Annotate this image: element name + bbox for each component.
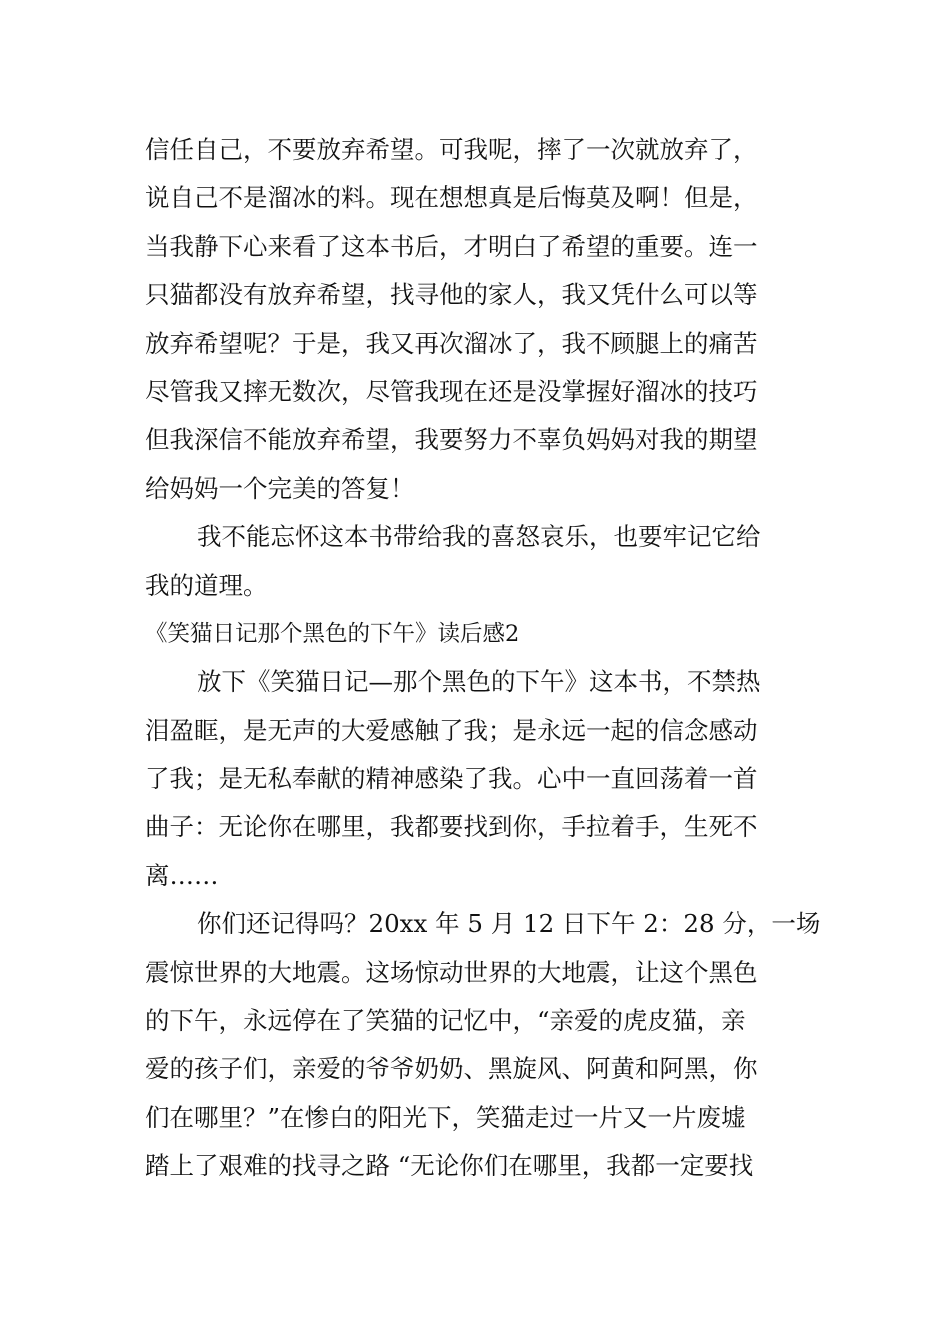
text-line: 们在哪里？”在惨白的阳光下，笑猫走过一片又一片废墟 bbox=[145, 1102, 746, 1132]
paragraph-first-line: 你们还记得吗？20xx 年 5 月 12 日下午 2：28 分，一场 bbox=[197, 909, 821, 939]
text-line: 离…… bbox=[145, 860, 219, 890]
section-title: 《笑猫日记那个黑色的下午》读后感2 bbox=[145, 620, 520, 647]
text-line: 泪盈眶，是无声的大爱感触了我；是永远一起的信念感动 bbox=[145, 715, 758, 745]
text-line: 只猫都没有放弃希望，找寻他的家人，我又凭什么可以等 bbox=[145, 280, 758, 310]
text-line: 放弃希望呢？于是，我又再次溜冰了，我不顾腿上的痛苦 bbox=[145, 328, 758, 358]
text-line: 尽管我又摔无数次，尽管我现在还是没掌握好溜冰的技巧 bbox=[145, 376, 758, 406]
text-line: 给妈妈一个完美的答复！ bbox=[145, 473, 415, 503]
text-line: 的下午，永远停在了笑猫的记忆中，“亲爱的虎皮猫，亲 bbox=[145, 1006, 746, 1036]
paragraph-first-line: 我不能忘怀这本书带给我的喜怒哀乐，也要牢记它给 bbox=[197, 522, 761, 552]
text-line: 说自己不是溜冰的料。现在想想真是后悔莫及啊！但是， bbox=[145, 183, 758, 213]
text-line: 当我静下心来看了这本书后，才明白了希望的重要。连一 bbox=[145, 231, 758, 261]
text-line: 信任自己，不要放弃希望。可我呢，摔了一次就放弃了， bbox=[145, 135, 758, 164]
text-line: 踏上了艰难的找寻之路 “无论你们在哪里，我都一定要找 bbox=[145, 1151, 754, 1181]
text-line: 了我；是无私奉献的精神感染了我。心中一直回荡着一首 bbox=[145, 764, 758, 794]
text-line: 但我深信不能放弃希望，我要努力不辜负妈妈对我的期望 bbox=[145, 425, 758, 455]
text-line: 震惊世界的大地震。这场惊动世界的大地震，让这个黑色 bbox=[145, 957, 758, 987]
text-line: 我的道理。 bbox=[145, 570, 268, 600]
document-body bbox=[145, 126, 821, 1191]
text-line: 曲子：无论你在哪里，我都要找到你，手拉着手，生死不 bbox=[145, 812, 758, 842]
paragraph-first-line: 放下《笑猫日记—那个黑色的下午》这本书，不禁热 bbox=[197, 667, 761, 697]
text-line: 爱的孩子们，亲爱的爷爷奶奶、黑旋风、阿黄和阿黑，你 bbox=[145, 1054, 758, 1084]
